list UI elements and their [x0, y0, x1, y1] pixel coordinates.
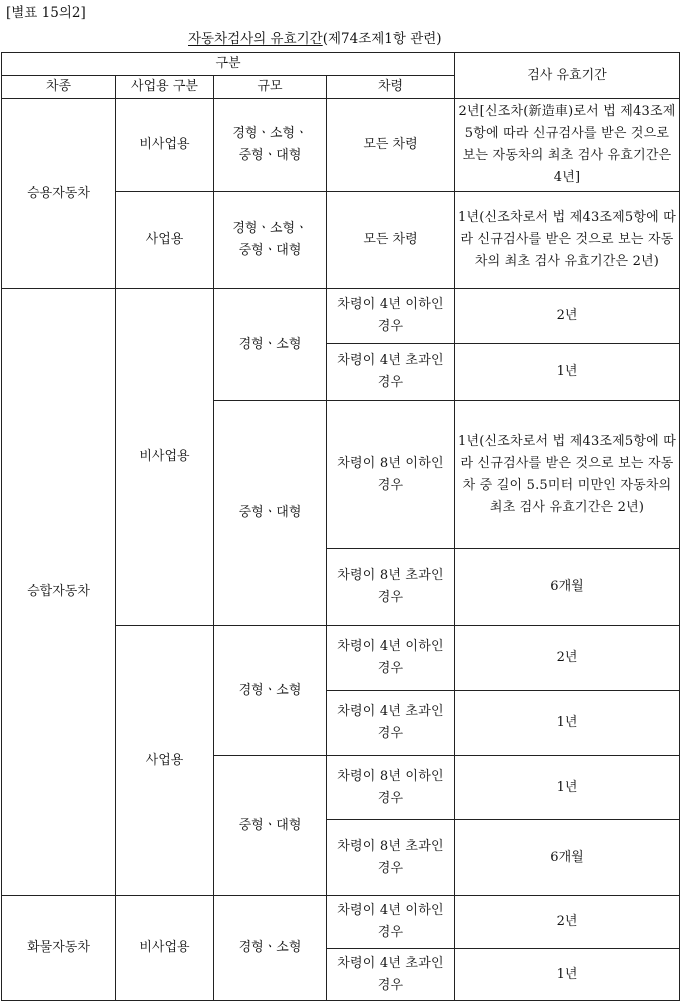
- age-cell: 차령이 8년 초과인 경우: [327, 549, 455, 626]
- title-main: 자동차검사의 유효기간: [188, 31, 323, 47]
- business-type: 비사업용: [116, 289, 214, 626]
- table-row: [2, 289, 680, 344]
- validity-cell: 1년: [455, 691, 680, 756]
- size-cell: 경형ㆍ소형: [214, 626, 327, 756]
- validity-cell: 1년(신조차로서 법 제43조제5항에 따라 신규검사를 받은 것으로 보는 자동차 중 길이 5.5미터 미만인 자동차의 최초 검사 유효기간은 2년): [455, 401, 680, 549]
- size-cell: 중형ㆍ대형: [214, 401, 327, 626]
- car-type-van: 승합자동차: [2, 289, 116, 896]
- age-cell: 차령이 4년 이하인 경우: [327, 626, 455, 691]
- size-cell: [214, 99, 327, 192]
- car-type-passenger: 승용자동차: [2, 99, 116, 289]
- inspection-validity-table: [1, 52, 680, 1001]
- age-cell: 차령이 4년 초과인 경우: [327, 949, 455, 1001]
- header-business: 사업용 구분: [116, 76, 214, 99]
- size-line-1: 경형ㆍ소형ㆍ: [232, 221, 308, 236]
- age-cell: 차령이 8년 이하인 경우: [327, 401, 455, 549]
- validity-cell: 2년: [455, 289, 680, 344]
- size-cell: 경형ㆍ소형: [214, 896, 327, 1001]
- size-cell: 중형ㆍ대형: [214, 756, 327, 896]
- age-cell: 차령이 4년 이하인 경우: [327, 289, 455, 344]
- age-cell: 차령이 8년 초과인 경우: [327, 820, 455, 896]
- validity-cell: 6개월: [455, 549, 680, 626]
- table-row: [2, 99, 680, 192]
- validity-cell: 1년(신조차로서 법 제43조제5항에 따라 신규검사를 받은 것으로 보는 자동차의 최초 검사 유효기간은 2년): [455, 192, 680, 289]
- header-age: 차령: [327, 76, 455, 99]
- header-car-type: 차종: [2, 76, 116, 99]
- header-classification: 구분: [2, 53, 455, 76]
- validity-cell: 2년: [455, 626, 680, 691]
- age-cell: 차령이 4년 이하인 경우: [327, 896, 455, 949]
- document-title: [188, 27, 442, 47]
- age-cell: 차령이 4년 초과인 경우: [327, 691, 455, 756]
- validity-cell: 2년[신조차(新造車)로서 법 제43조제5항에 따라 신규검사를 받은 것으로 보는 자동차의 최초 검사 유효기간은 4년]: [455, 99, 680, 192]
- car-type-truck: 화물자동차: [2, 896, 116, 1001]
- age-cell: 차령이 4년 초과인 경우: [327, 344, 455, 401]
- validity-cell: 2년: [455, 896, 680, 949]
- age-cell: 모든 차령: [327, 192, 455, 289]
- validity-cell: 1년: [455, 949, 680, 1001]
- size-line-2: 중형ㆍ대형: [238, 148, 302, 163]
- table-row: [2, 896, 680, 949]
- size-cell: [214, 192, 327, 289]
- age-cell: 차령이 8년 이하인 경우: [327, 756, 455, 820]
- header-validity: 검사 유효기간: [455, 53, 680, 99]
- annex-label: [별표 15의2]: [6, 5, 86, 21]
- title-reference: (제74조제1항 관련): [322, 31, 442, 47]
- validity-cell: 6개월: [455, 820, 680, 896]
- size-line-1: 경형ㆍ소형ㆍ: [232, 126, 308, 141]
- validity-cell: 1년: [455, 756, 680, 820]
- size-cell: 경형ㆍ소형: [214, 289, 327, 401]
- size-line-2: 중형ㆍ대형: [238, 243, 302, 258]
- validity-cell: 1년: [455, 344, 680, 401]
- business-type: 비사업용: [116, 99, 214, 192]
- business-type: 사업용: [116, 192, 214, 289]
- business-type: 사업용: [116, 626, 214, 896]
- header-row-1: [2, 53, 680, 76]
- age-cell: 모든 차령: [327, 99, 455, 192]
- header-size: 규모: [214, 76, 327, 99]
- business-type: 비사업용: [116, 896, 214, 1001]
